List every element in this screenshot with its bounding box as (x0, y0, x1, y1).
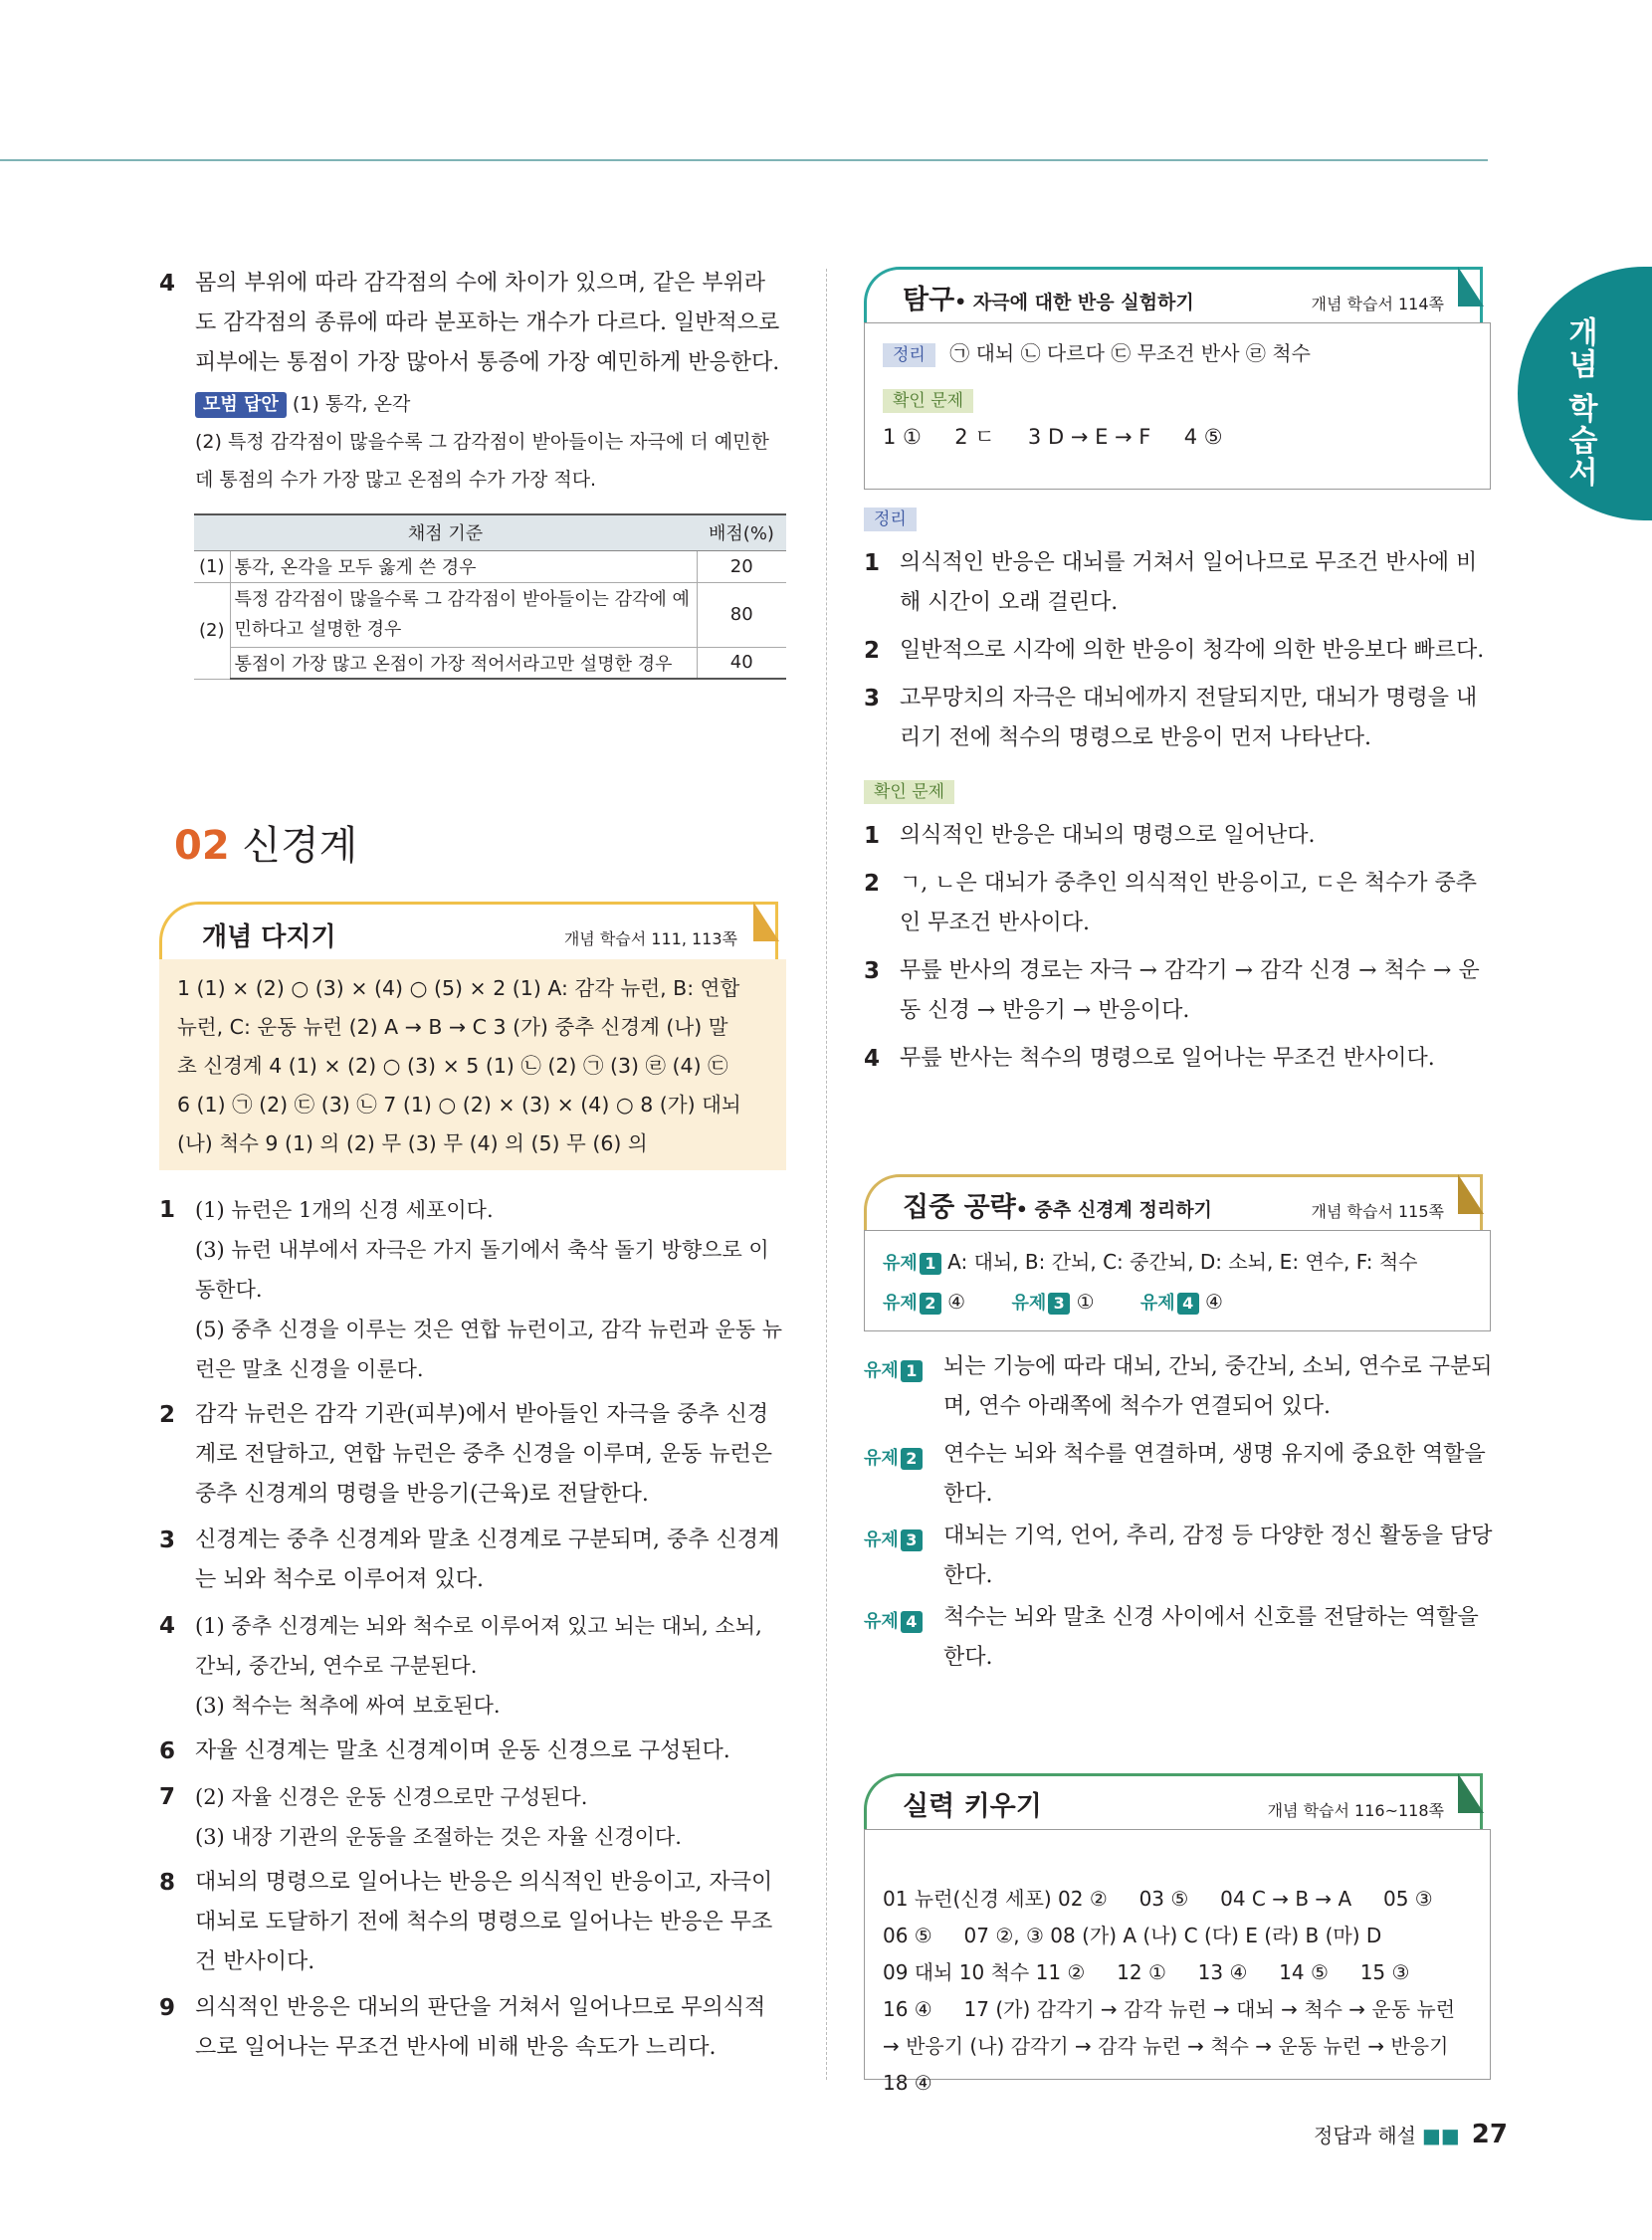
answer-number: 7 (159, 1784, 176, 1810)
yuje-number: 1 (901, 1360, 923, 1382)
yuje-number: 3 (1048, 1293, 1070, 1315)
item-text: ㄱ, ㄴ은 대뇌가 중추인 의식적인 반응이고, ㄷ은 척수가 중추인 무조건 반사이다. (900, 871, 1477, 935)
yuje-label (864, 1351, 923, 1391)
yuje-item (864, 1517, 1497, 1596)
yuje-label (864, 1602, 923, 1642)
section-title (174, 814, 357, 871)
concept-line: 뉴런, C: 운동 뉴런 (2) A → B → C 3 (가) 중추 신경계 (나) 말 (177, 1015, 728, 1039)
answer-line: 신경계는 중추 신경계와 말초 신경계로 구분되며, 중추 신경계는 뇌와 척수로 이루어져 있다. (195, 1527, 780, 1592)
model-answer-badge: 모범 답안 (195, 392, 287, 418)
focus-line-1 (883, 1243, 1472, 1283)
tamgu-subtitle: • 자극에 대한 반응 실험하기 (954, 292, 1194, 313)
yuje-label-2 (883, 1285, 941, 1323)
tamgu-hwakin-text: 1 ① 2 ㄷ 3 D → E → F 4 ⑤ (883, 425, 1223, 449)
answer-line: 자율 신경계는 말초 신경계이며 운동 신경으로 구성된다. (195, 1738, 730, 1763)
answer-item (159, 1731, 786, 1771)
corner-fold-icon (1458, 1773, 1484, 1813)
yuje-text-body: 척수는 뇌와 말초 신경 사이에서 신호를 전달하는 역할을 한다. (943, 1605, 1479, 1670)
q4-answer2 (159, 423, 786, 499)
answer-number: 8 (159, 1870, 176, 1896)
yuje-label (864, 1439, 923, 1479)
yuje-text-body: 대뇌는 기억, 언어, 추리, 감정 등 다양한 정신 활동을 담당한다. (943, 1524, 1493, 1588)
yuje-item (864, 1435, 1497, 1515)
yuje-text: 유제 (864, 1611, 899, 1632)
score-header-criterion: 채점 기준 (194, 514, 697, 550)
skill-line: → 반응기 (나) 감각기 → 감각 뉴런 → 척수 → 운동 뉴런 → 반응기 (883, 2034, 1449, 2058)
focus-answer: ④ (947, 1290, 966, 1314)
score-row-points: 20 (697, 550, 786, 582)
tamgu-hwakin-tag-wrap (883, 389, 1472, 413)
q4-text: 몸의 부위에 따라 감각점의 수에 차이가 있으며, 같은 부위라도 감각점의 종류에 따라 분포하는 개수가 다르다. 일반적으로 피부에는 통점이 가장 많아서 통증에 가장 예민하게 반응한다. (195, 271, 780, 375)
tamgu-jeongri-line (883, 337, 1472, 369)
score-row-criterion: 통점이 가장 많고 온점이 가장 적어서라고만 설명한 경우 (230, 647, 697, 679)
item-number: 4 (864, 1046, 881, 1072)
focus-line-2 (883, 1283, 1472, 1323)
concept-line: 1 (1) × (2) ○ (3) × (4) ○ (5) × 2 (1) A: 감각 뉴런, B: 연합 (177, 976, 740, 1000)
concept-box-header (159, 902, 778, 959)
hwakin-item (864, 864, 1497, 943)
answer-item (159, 1521, 786, 1600)
skill-box-header (864, 1773, 1483, 1829)
answer-number: 4 (159, 1613, 176, 1639)
hwakin-tag: 확인 문제 (864, 780, 954, 804)
answer-item (159, 1606, 786, 1726)
answer-number: 2 (159, 1402, 176, 1428)
yuje-item (864, 1598, 1497, 1678)
jeongri-section-tag (864, 508, 917, 531)
answer-number: 9 (159, 1995, 176, 2021)
hwakin-item (864, 816, 1497, 856)
score-row-criterion: 특정 감각점이 많을수록 그 감각점이 받아들이는 감각에 예민하다고 설명한 경우 (230, 582, 697, 647)
concept-line: 초 신경계 4 (1) × (2) ○ (3) × 5 (1) ㉡ (2) ㉠ (3) ㉣ (4) ㉢ (177, 1054, 728, 1078)
jeongri-tag: 정리 (883, 343, 935, 367)
score-row-points: 80 (697, 582, 786, 647)
hwakin-item (864, 1039, 1497, 1079)
top-rule (0, 159, 1488, 161)
answer-line: (5) 중추 신경을 이루는 것은 연합 뉴런이고, 감각 뉴런과 운동 뉴런은 말초 신경을 이룬다. (195, 1318, 783, 1381)
yuje-label (864, 1521, 923, 1560)
column-divider (826, 269, 827, 2080)
answer-item (159, 1863, 786, 1982)
corner-fold-icon (753, 902, 779, 941)
tamgu-box-header (864, 267, 1483, 322)
yuje-item (864, 1347, 1497, 1427)
q4-block (159, 264, 786, 499)
page-footer (1314, 2120, 1508, 2149)
section-number: 02 (174, 823, 230, 869)
item-text: 의식적인 반응은 대뇌를 거쳐서 일어나므로 무조건 반사에 비해 시간이 오래 걸린다. (900, 550, 1478, 615)
item-text: 무릎 반사는 척수의 명령으로 일어나는 무조건 반사이다. (900, 1046, 1435, 1071)
answer-line: (3) 뉴런 내부에서 자극은 가지 돌기에서 축삭 돌기 방향으로 이동한다. (195, 1238, 769, 1302)
answer-item (159, 1777, 786, 1857)
answer-number: 6 (159, 1738, 176, 1764)
corner-fold-icon (1458, 1174, 1484, 1214)
jeongri-tag: 정리 (864, 508, 917, 531)
item-number: 1 (864, 823, 881, 849)
jeongri-item (864, 679, 1497, 758)
yuje-text: 유제 (864, 1448, 899, 1469)
item-number: 3 (864, 958, 881, 984)
concept-line: 6 (1) ㉠ (2) ㉢ (3) ㉡ 7 (1) ○ (2) × (3) × (4) ○ 8 (가) 대뇌 (177, 1093, 741, 1117)
item-number: 1 (864, 550, 881, 576)
score-row (194, 550, 786, 582)
yuje-label-1 (883, 1245, 941, 1283)
focus-title: 집중 공략 (903, 1192, 1016, 1223)
yuje-text: 유제 (883, 1293, 918, 1314)
answer-line: 의식적인 반응은 대뇌의 판단을 거쳐서 일어나므로 무의식적으로 일어나는 무조건 반사에 비해 반응 속도가 느리다. (195, 1995, 766, 2060)
item-number: 3 (864, 686, 881, 712)
skill-line: 09 대뇌 10 척수 11 ② 12 ① 13 ④ 14 ⑤ 15 ③ (883, 1960, 1410, 1984)
q4-answer1-line (159, 385, 786, 423)
yuje-number: 2 (901, 1448, 923, 1470)
score-header-points: 배점(%) (697, 514, 786, 550)
skill-box-body (864, 1829, 1491, 2095)
tamgu-ref: 개념 학습서 114쪽 (1311, 295, 1444, 313)
score-row (194, 582, 786, 647)
score-row (194, 647, 786, 679)
skill-title: 실력 키우기 (903, 1791, 1042, 1822)
concept-box-ref: 개념 학습서 111, 113쪽 (563, 929, 737, 948)
yuje-number: 4 (901, 1611, 923, 1633)
corner-fold-icon (1458, 267, 1484, 306)
answer-line: (1) 중추 신경계는 뇌와 척수로 이루어져 있고 뇌는 대뇌, 소뇌, 간뇌, 중간뇌, 연수로 구분된다. (195, 1614, 762, 1678)
yuje-number: 3 (901, 1529, 923, 1551)
focus-box-header (864, 1174, 1483, 1230)
section-name: 신경계 (242, 823, 358, 869)
left-answers (159, 1190, 786, 2068)
answer-number: 1 (159, 1197, 176, 1223)
item-text: 의식적인 반응은 대뇌의 명령으로 일어난다. (900, 823, 1316, 848)
footer-label: 정답과 해설 (1314, 2124, 1416, 2147)
side-tab (1518, 267, 1652, 520)
focus-answer: ④ (1205, 1290, 1223, 1314)
yuje-text-body: 뇌는 기능에 따라 대뇌, 간뇌, 중간뇌, 소뇌, 연수로 구분되며, 연수 아래쪽에 척수가 연결되어 있다. (943, 1354, 1493, 1419)
tamgu-title: 탐구 (903, 285, 955, 315)
answer-number: 3 (159, 1527, 176, 1553)
skill-line: 01 뉴런(신경 세포) 02 ② 03 ⑤ 04 C → B → A 05 ③ (883, 1887, 1433, 1911)
yuje-text: 유제 (864, 1529, 899, 1550)
hwakin-section-tag (864, 780, 954, 804)
yuje-text-body: 연수는 뇌와 척수를 연결하며, 생명 유지에 중요한 역할을 한다. (943, 1442, 1486, 1507)
answer-line: (1) 뉴런은 1개의 신경 세포이다. (195, 1198, 494, 1222)
item-text: 고무망치의 자극은 대뇌에까지 전달되지만, 대뇌가 명령을 내리기 전에 척수의 명령으로 반응이 먼저 나타난다. (900, 686, 1478, 750)
concept-box-body (159, 959, 786, 1170)
focus-answer-1: A: 대뇌, B: 간뇌, C: 중간뇌, D: 소뇌, E: 연수, F: 척수 (947, 1250, 1418, 1274)
answer-line: 대뇌의 명령으로 일어나는 반응은 의식적인 반응이고, 자극이 대뇌로 도달하기 전에 척수의 명령으로 일어나는 반응은 무조건 반사이다. (195, 1870, 773, 1974)
page-number: 27 (1471, 2120, 1508, 2149)
hwakin-item (864, 951, 1497, 1031)
score-row-key: (2) (194, 582, 230, 679)
hwakin-tag: 확인 문제 (883, 389, 973, 413)
focus-title-wrap (903, 1185, 1212, 1224)
yuje-text: 유제 (883, 1253, 918, 1274)
answer-line: (3) 내장 기관의 운동을 조절하는 것은 자율 신경이다. (195, 1825, 682, 1849)
footer-dots-icon: ■■ (1421, 2124, 1460, 2147)
answer-line: (2) 자율 신경은 운동 신경으로만 구성된다. (195, 1785, 588, 1809)
skill-line: 18 ④ (883, 2071, 932, 2095)
yuje-text: 유제 (1139, 1293, 1175, 1314)
yuje-label-3 (1011, 1285, 1070, 1323)
focus-answer: ① (1076, 1290, 1095, 1314)
item-text: 무릎 반사의 경로는 자극 → 감각기 → 감각 신경 → 척수 → 운동 신경 → 반응기 → 반응이다. (900, 958, 1480, 1023)
yuje-text: 유제 (864, 1360, 899, 1381)
score-row-criterion: 통각, 온각을 모두 옳게 쓴 경우 (230, 550, 697, 582)
scoring-table (194, 513, 786, 680)
q4-number: 4 (159, 271, 176, 297)
yuje-label-4 (1140, 1285, 1199, 1323)
score-row-points: 40 (697, 647, 786, 679)
score-row-key: (1) (194, 550, 230, 582)
concept-box-title: 개념 다지기 (202, 922, 336, 952)
q4-answer1: (1) 통각, 온각 (292, 393, 411, 415)
answer-item (159, 1190, 786, 1389)
skill-ref: 개념 학습서 116~118쪽 (1267, 1801, 1444, 1820)
focus-box-body (864, 1230, 1491, 1331)
score-header-row (194, 514, 786, 550)
yuje-number: 1 (920, 1253, 941, 1275)
jeongri-item (864, 631, 1497, 671)
answer-line: 감각 뉴런은 감각 기관(피부)에서 받아들인 자극을 중추 신경계로 전달하고, 연합 뉴런은 중추 신경을 이루며, 운동 뉴런은 중추 신경계의 명령을 반응기(근육)로 전달한다. (195, 1402, 772, 1507)
concept-line: (나) 척수 9 (1) 의 (2) 무 (3) 무 (4) 의 (5) 무 (6) 의 (177, 1131, 648, 1155)
item-text: 일반적으로 시각에 의한 반응이 청각에 의한 반응보다 빠르다. (900, 638, 1485, 663)
answer-item (159, 1988, 786, 2068)
skill-line: 16 ④ 17 (가) 감각기 → 감각 뉴런 → 대뇌 → 척수 → 운동 뉴런 (883, 1997, 1456, 2021)
q4-item (159, 264, 786, 383)
item-number: 2 (864, 638, 881, 664)
tamgu-title-wrap (903, 278, 1194, 316)
jeongri-item (864, 543, 1497, 623)
q4-answer2-text: (2) 특정 감각점이 많을수록 그 감각점이 받아들이는 자극에 더 예민한데 통점의 수가 가장 많고 온점의 수가 가장 적다. (195, 431, 769, 491)
answer-item (159, 1395, 786, 1515)
tamgu-box-body (864, 322, 1491, 490)
answer-line: (3) 척수는 척추에 싸여 보호된다. (195, 1694, 501, 1718)
tamgu-jeongri-text: ㉠ 대뇌 ㉡ 다르다 ㉢ 무조건 반사 ㉣ 척수 (949, 341, 1311, 365)
item-number: 2 (864, 871, 881, 897)
skill-line: 06 ⑤ 07 ②, ③ 08 (가) A (나) C (다) E (라) B (마) D (883, 1924, 1382, 1947)
focus-subtitle: • 중추 신경계 정리하기 (1015, 1199, 1212, 1221)
yuje-number: 2 (920, 1293, 941, 1315)
yuje-text: 유제 (1011, 1293, 1047, 1314)
side-tab-label: 개념 학습서 (1562, 316, 1597, 489)
focus-ref: 개념 학습서 115쪽 (1311, 1202, 1444, 1221)
yuje-number: 4 (1177, 1293, 1199, 1315)
